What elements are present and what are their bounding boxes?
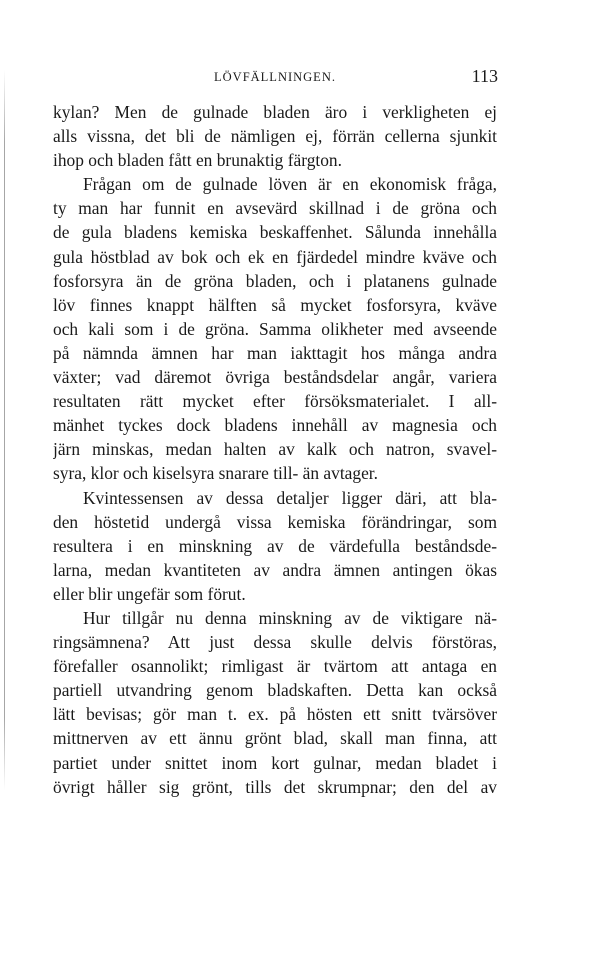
text-line: mänhet tyckes dock bladens innehåll av magnesia och [53, 415, 497, 436]
text-line: larna, medan kvantiteten av andra ämnen antingen ökas [53, 559, 497, 580]
page-number: 113 [471, 66, 498, 86]
text-line: mittnerven av ett ännu grönt blad, skall man finna, att [53, 728, 497, 749]
text-line: kylan? Men de gulnade bladen äro i verkligheten ej [53, 102, 497, 122]
text-line: ihop och bladen fått en brunaktig färgton. [53, 150, 342, 171]
text-line: gula höstblad av bok och ek en fjärdedel mindre kväve och [53, 246, 497, 267]
running-title: LÖVFÄLLNINGEN. [214, 70, 336, 84]
text-line: övrigt håller sig grönt, tills det skrumpnar; den del av [53, 776, 497, 797]
text-line: förefaller osannolikt; rimligast är tvärtom att antaga en [53, 656, 497, 677]
text-line: på nämnda ämnen har man iakttagit hos många andra [53, 342, 497, 363]
text-line: Hur tillgår nu denna minskning av de viktigare nä- [83, 607, 497, 628]
text-line: resultaten rätt mycket efter försöksmaterialet. I all- [53, 391, 497, 412]
text-line: ringsämnena? Att just dessa skulle delvis förstöras, [53, 632, 497, 653]
page-edge-shadow [4, 70, 5, 790]
body-text [53, 100, 497, 799]
text-line: de gula bladens kemiska beskaffenhet. Sålunda innehålla [53, 222, 497, 243]
text-line: löv finnes knappt hälften så mycket fosforsyra, kväve [53, 294, 497, 315]
running-head [52, 66, 498, 90]
text-line: Kvintessensen av dessa detaljer ligger däri, att bla- [83, 487, 497, 508]
text-line: partiet under snittet inom kort gulnar, medan bladet i [53, 752, 497, 773]
text-line: syra, klor och kiselsyra snarare till- än avtager. [53, 463, 378, 484]
text-line: lätt bevisas; gör man t. ex. på hösten ett snitt tvärsöver [53, 704, 497, 725]
text-line: resultera i en minskning av de värdefulla beståndsde- [53, 535, 497, 556]
text-line: Frågan om de gulnade löven är en ekonomisk fråga, [83, 174, 497, 195]
text-line: den höstetid undergå vissa kemiska förändringar, som [53, 511, 497, 532]
text-line: partiell utvandring genom bladskaften. Detta kan också [53, 680, 497, 701]
text-line: alls vissna, det bli de nämligen ej, förrän cellerna sjunkit [53, 126, 497, 147]
text-line: ty man har funnit en avsevärd skillnad i de gröna och [53, 198, 497, 219]
text-line: växter; vad däremot övriga beståndsdelar angår, variera [53, 367, 497, 388]
text-line: och kali som i de gröna. Samma olikheter med avseende [53, 318, 497, 339]
text-line: järn minskas, medan halten av kalk och natron, svavel- [53, 439, 497, 460]
text-line: fosforsyra än de gröna bladen, och i platanens gulnade [53, 270, 497, 291]
text-line: eller blir ungefär som förut. [53, 583, 246, 604]
